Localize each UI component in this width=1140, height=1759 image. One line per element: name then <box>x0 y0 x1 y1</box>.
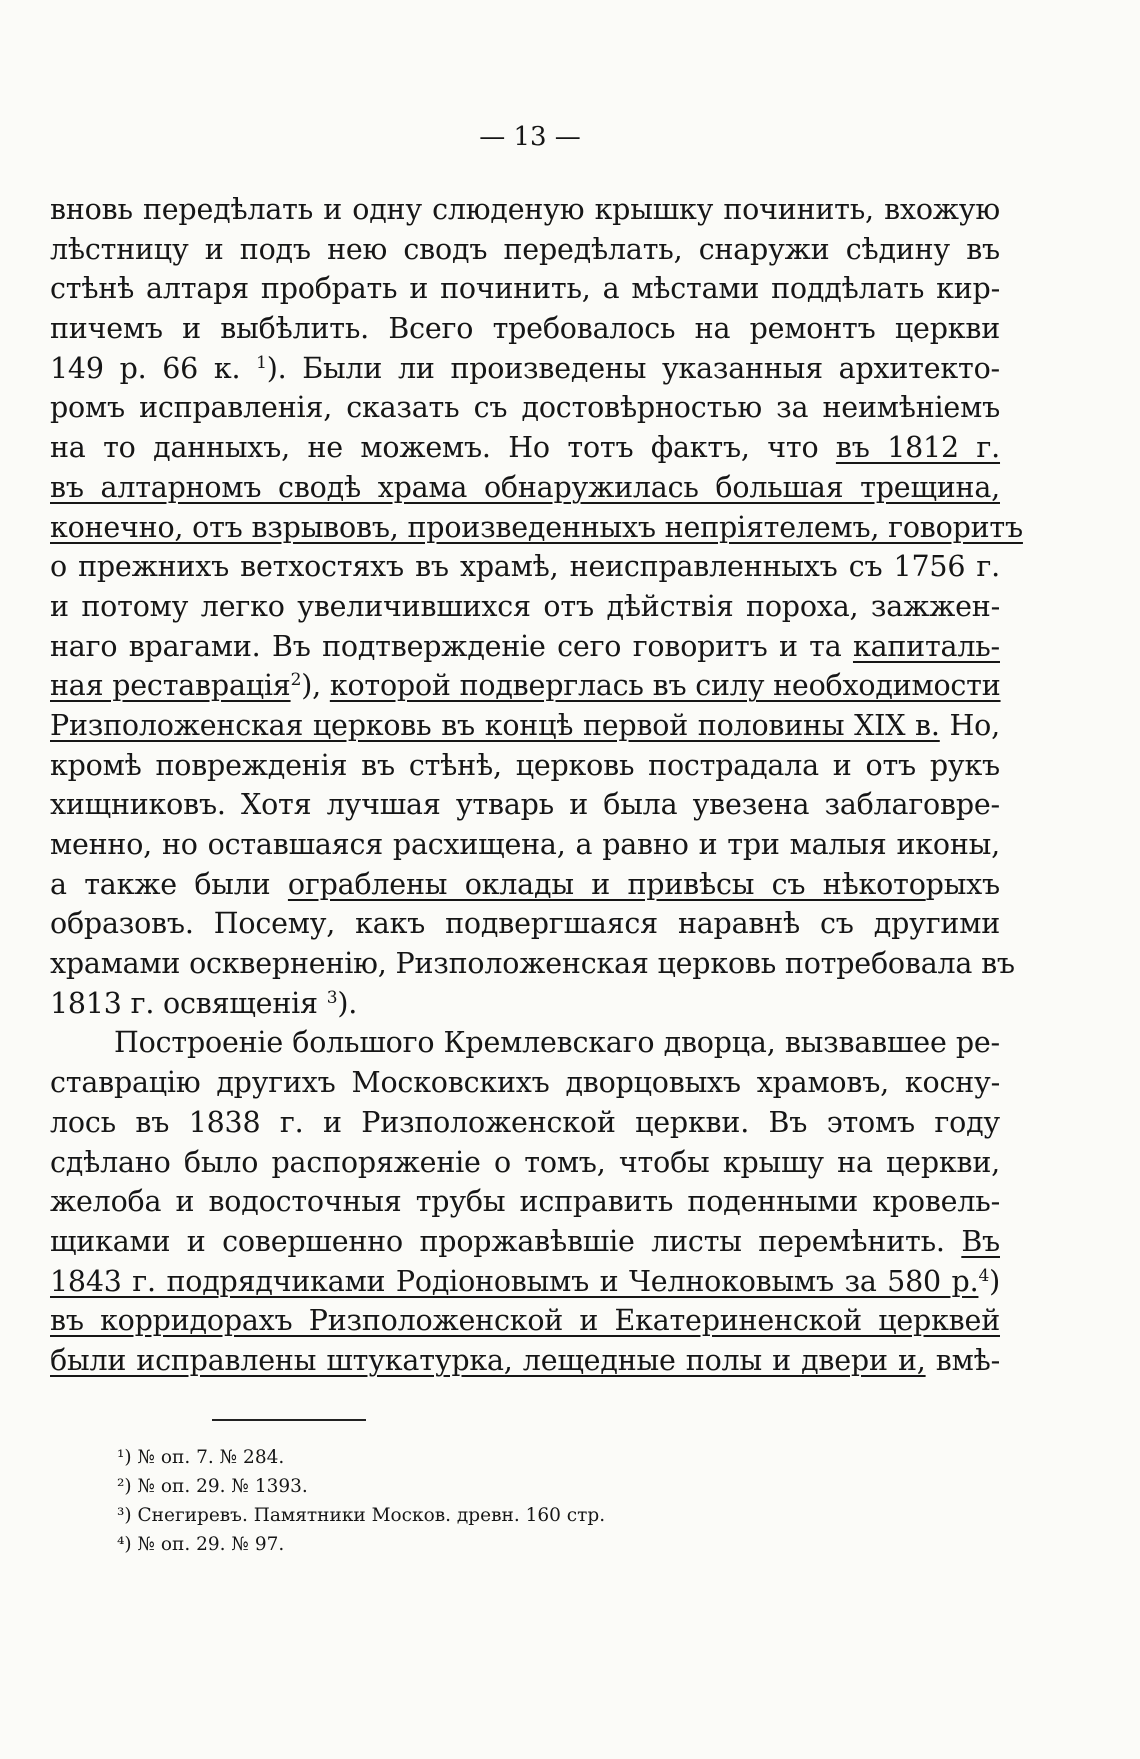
text-line <box>50 1103 1000 1143</box>
text-line <box>50 627 1000 667</box>
text-run: ставрацію другихъ Московскихъ дворцовыхъ храмовъ, косну- <box>50 1066 1000 1100</box>
footnote-ref: 4 <box>978 1265 990 1286</box>
text-line <box>50 1063 1000 1103</box>
text-line <box>50 904 1000 944</box>
underlined-text: конечно, отъ взрывовъ, произведенныхъ непріятелемъ, говоритъ <box>50 510 1023 544</box>
text-line <box>50 984 1000 1024</box>
underlined-text: 1843 г. подрядчиками Родіоновымъ и Челноковымъ за 580 р. <box>50 1264 979 1298</box>
body-text <box>50 190 1023 1381</box>
text-run: ). <box>337 986 358 1020</box>
underlined-text: въ алтарномъ сводѣ храма обнаружилась большая трещина, <box>50 470 1000 504</box>
page-number: — 13 — <box>479 122 581 152</box>
text-line <box>50 746 1000 786</box>
text-line <box>50 309 1000 349</box>
underlined-text: ная реставрація <box>50 669 291 703</box>
text-line <box>50 1262 1000 1302</box>
text-run: ), <box>301 669 330 703</box>
footnote-ref: 3 <box>326 987 338 1008</box>
footnotes <box>117 1443 605 1559</box>
text-line <box>50 706 1000 746</box>
text-line <box>50 825 1000 865</box>
text-line <box>50 508 1023 548</box>
text-run: стѣнѣ алтаря пробрать и починить, а мѣстами поддѣлать кир- <box>50 272 1000 306</box>
text-line <box>50 269 1000 309</box>
text-line <box>50 1222 1000 1262</box>
text-run: хищниковъ. Хотя лучшая утварь и была увезена заблаговре- <box>50 788 1000 822</box>
footnote-ref: 1 <box>256 352 267 373</box>
footnote-ref: 2 <box>290 670 302 691</box>
text-run: рыхъ <box>925 867 1000 901</box>
underlined-text: капиталь- <box>852 629 1000 663</box>
underlined-text: ограблены оклады и привѣсы съ нѣкото <box>287 867 926 901</box>
footnote-3: ³) Снегиревъ. Памятники Москов. древн. 160 стр. <box>117 1505 606 1526</box>
underlined-text: которой подверглась въ силу необходимости <box>329 669 1001 703</box>
text-run: Но, <box>939 708 1000 742</box>
text-run: вновь передѣлать и одну слюденую крышку починить, вхожую <box>50 193 1000 226</box>
text-run: пичемъ и выбѣлить. Всего требовалось на ремонтъ церкви <box>50 312 1000 346</box>
text-line <box>50 587 1000 627</box>
footnote-4: ⁴) № оп. 29. № 97. <box>117 1534 285 1555</box>
text-line <box>50 428 1000 468</box>
text-run: 1813 г. освященія <box>50 986 327 1020</box>
text-line <box>50 944 1015 984</box>
text-line <box>50 1341 1000 1381</box>
text-line <box>50 666 1000 706</box>
underlined-text: Ризположенская церковь въ концѣ первой половины XIX в. <box>50 708 940 742</box>
text-run: щиками и совершенно проржавѣвшіе листы перемѣнить. <box>50 1224 962 1258</box>
text-run: кромѣ поврежденія въ стѣнѣ, церковь пострадала и отъ рукъ <box>50 748 1000 782</box>
text-run: сдѣлано было распоряженіе о томъ, чтобы крышу на церкви, <box>50 1145 1000 1179</box>
text-run: образовъ. Посему, какъ подвергшаяся наравнѣ съ другими <box>50 907 1000 941</box>
text-run: желоба и водосточныя трубы исправить поденными кровель- <box>50 1185 1000 1219</box>
text-run: ) <box>989 1264 1000 1298</box>
underlined-text: были исправлены штукатурка, лещедные полы и двери и, <box>50 1343 926 1377</box>
text-run: лось въ 1838 г. и Ризположенской церкви. Въ этомъ году <box>50 1105 1000 1139</box>
text-run: менно, но оставшаяся расхищена, а равно и три малыя иконы, <box>50 828 1000 861</box>
text-line <box>50 1301 1000 1341</box>
underlined-text: Въ <box>961 1224 1000 1258</box>
text-run: храмами оскверненію, Ризположенская церковь потребовала въ <box>50 947 1015 981</box>
text-line <box>50 865 1000 905</box>
text-run: а также были <box>50 867 288 901</box>
text-run: 149 р. 66 к. <box>50 351 257 385</box>
text-line <box>50 468 1000 508</box>
text-line <box>50 349 1000 389</box>
text-line <box>50 547 1000 587</box>
text-run: вмѣ- <box>925 1343 1001 1377</box>
footnote-divider <box>212 1419 366 1421</box>
footnote-1: ¹) № оп. 7. № 284. <box>117 1447 285 1468</box>
text-run: Построеніе большого Кремлевскаго дворца, вызвавшее ре- <box>114 1026 1000 1060</box>
text-run: и потому легко увеличившихся отъ дѣйствія пороха, зажжен- <box>50 589 1000 623</box>
footnote-2: ²) № оп. 29. № 1393. <box>117 1476 308 1497</box>
text-run: ромъ исправленія, сказать съ достовѣрностью за неимѣніемъ <box>50 391 1000 425</box>
text-line <box>50 230 1000 270</box>
text-line <box>50 1143 1000 1183</box>
text-line <box>50 190 1000 230</box>
underlined-text: въ 1812 г. <box>835 431 1001 465</box>
text-run: лѣстницу и подъ нею сводъ передѣлать, снаружи сѣдину въ <box>50 232 1000 266</box>
underlined-text: въ корридорахъ Ризположенской и Екатериненской церквей <box>50 1304 1000 1338</box>
text-line <box>50 785 1000 825</box>
text-run: на то данныхъ, не можемъ. Но тотъ фактъ, что <box>50 431 836 465</box>
text-line <box>50 388 1000 428</box>
text-line <box>50 1182 1000 1222</box>
text-run: наго врагами. Въ подтвержденіе сего говоритъ и та <box>50 629 853 663</box>
text-line <box>50 1023 1000 1063</box>
text-run: ). Были ли произведены указанныя архитекто- <box>266 351 1000 385</box>
text-run: о прежнихъ ветхостяхъ въ храмѣ, неисправленныхъ съ 1756 г. <box>50 550 1000 584</box>
